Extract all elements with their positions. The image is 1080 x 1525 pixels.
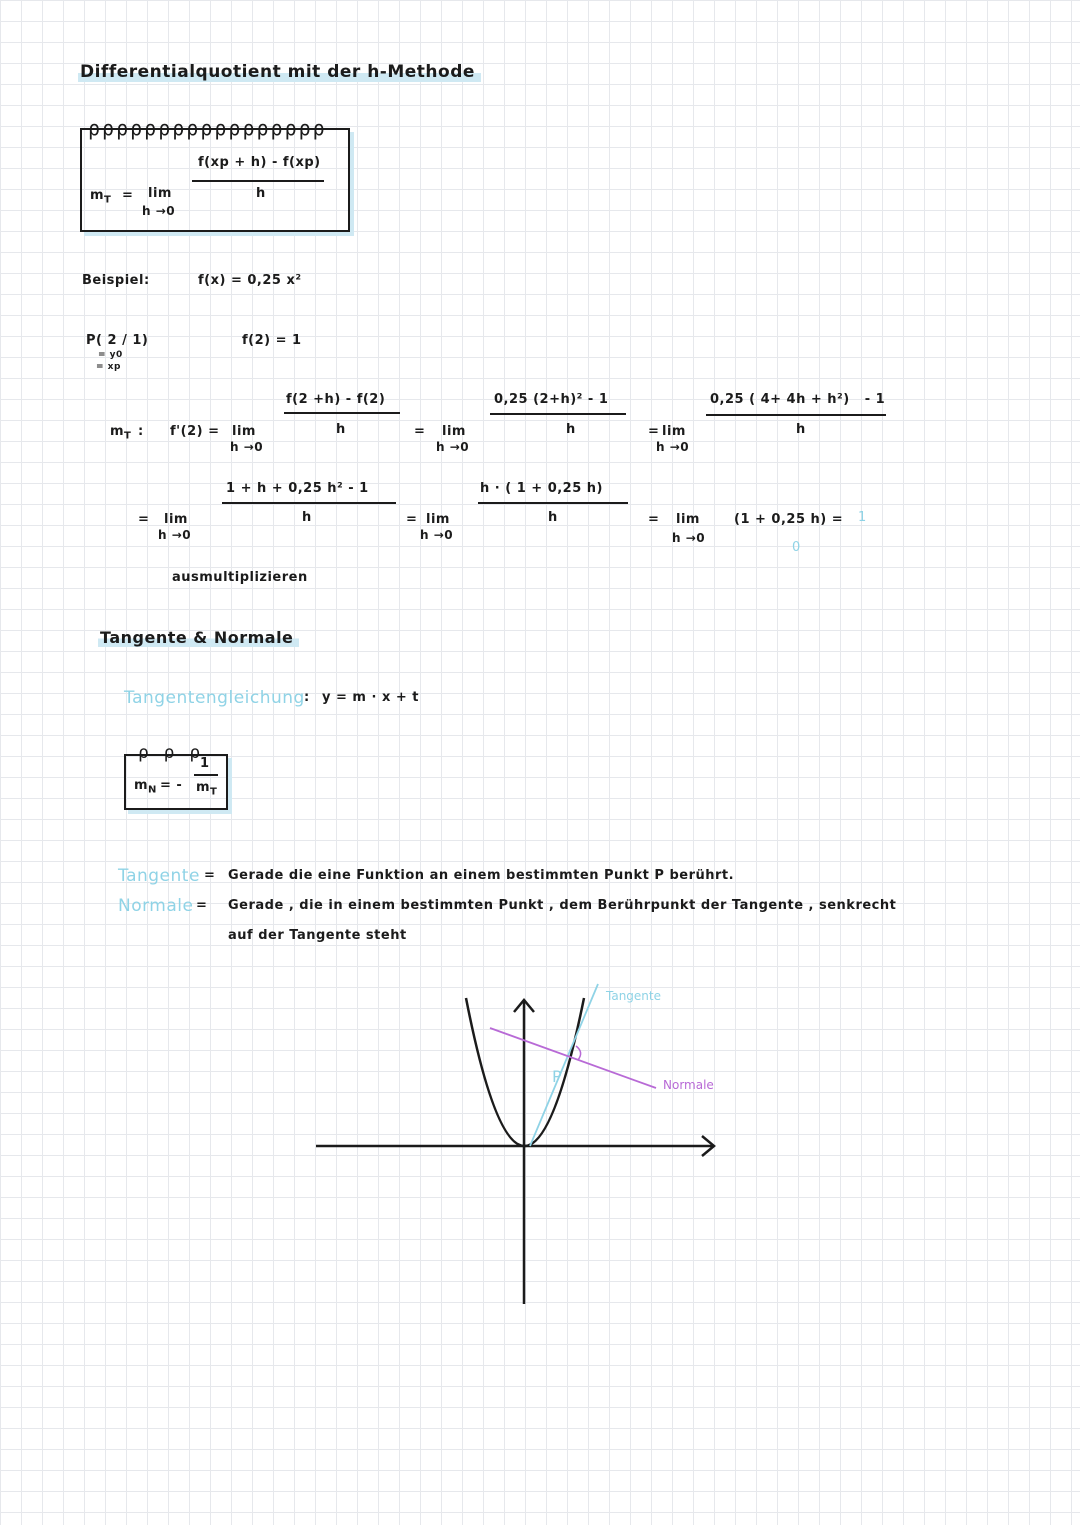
definition-lhs: $m_T$: [90, 188, 112, 206]
final-value: 1: [858, 510, 867, 525]
normal-line: [490, 1028, 656, 1088]
tangente-term: Tangente: [118, 866, 200, 886]
derivation-lhs: $m_T$: [110, 424, 132, 442]
lim-4-sub: h →0: [158, 528, 192, 542]
tangent-equation-label: Tangentengleichung: [124, 688, 305, 708]
tangente-eq: =: [204, 868, 216, 883]
equals-6: =: [648, 512, 660, 527]
normal-slope-den: $m_T$: [196, 780, 218, 798]
denominator-5: h: [548, 510, 558, 525]
normale-eq: =: [196, 898, 208, 913]
lim-3: lim: [662, 424, 686, 439]
denominator-1: h: [336, 422, 346, 437]
lim-1-sub: h →0: [230, 440, 264, 454]
equals-4: =: [138, 512, 150, 527]
section-title: Tangente & Normale: [98, 628, 299, 647]
point-note-y: = y0: [98, 350, 123, 360]
numerator-2: 0,25 (2+h)² - 1: [494, 392, 609, 407]
derivation-fprime: f'(2) =: [170, 424, 220, 439]
numerator-5: h · ( 1 + 0,25 h): [480, 481, 603, 496]
example-function: f(x) = 0,25 x²: [198, 273, 302, 288]
denominator-2: h: [566, 422, 576, 437]
lim-6-sub: h →0: [672, 531, 706, 545]
lim-5-sub: h →0: [420, 528, 454, 542]
tangent-line: [530, 984, 598, 1146]
example-label: Beispiel:: [82, 273, 150, 288]
derivation-colon: :: [138, 424, 144, 439]
page-title: Differentialquotient mit der h-Methode: [78, 62, 481, 82]
definition-numerator: f(xp + h) - f(xp): [198, 155, 321, 170]
tangent-equation-colon: :: [304, 690, 310, 705]
definition-lim: lim: [148, 186, 172, 201]
equals-3: =: [648, 424, 660, 439]
lim-4: lim: [164, 512, 188, 527]
normal-slope-lhs: $m_N$: [134, 778, 157, 796]
numerator-1: f(2 +h) - f(2): [286, 392, 386, 407]
numerator-4: 1 + h + 0,25 h² - 1: [226, 481, 369, 496]
lim-2: lim: [442, 424, 466, 439]
final-zero: 0: [792, 540, 801, 555]
numerator-3: 0,25 ( 4+ 4h + h²) - 1: [710, 392, 886, 407]
normale-term: Normale: [118, 896, 194, 916]
lim-6: lim: [676, 512, 700, 527]
equals-2: =: [414, 424, 426, 439]
definition-lim-sub: h →0: [142, 204, 176, 218]
ausmultiplizieren-note: ausmultiplizieren: [172, 570, 308, 585]
tangent-equation: y = m · x + t: [322, 690, 419, 705]
example-f-value: f(2) = 1: [242, 333, 302, 348]
right-angle-mark: [576, 1046, 581, 1060]
normal-label: Normale: [663, 1078, 714, 1092]
normale-definition-line2: auf der Tangente steht: [228, 928, 407, 943]
lim-5: lim: [426, 512, 450, 527]
definition-denominator: h: [256, 186, 266, 201]
denominator-3: h: [796, 422, 806, 437]
normal-slope-eq: = -: [160, 778, 183, 793]
lim-3-sub: h →0: [656, 440, 690, 454]
tangente-definition: Gerade die eine Funktion an einem bestimmten Punkt P berührt.: [228, 868, 735, 883]
point-note-x: = xp: [96, 362, 121, 372]
definition-equals: =: [122, 188, 134, 203]
example-point: P( 2 / 1): [86, 333, 149, 348]
equals-5: =: [406, 512, 418, 527]
normal-slope-num: 1: [200, 756, 210, 771]
denominator-4: h: [302, 510, 312, 525]
normal-box-spiral: ρ ρ ρ: [138, 742, 203, 763]
normale-definition-line1: Gerade , die in einem bestimmten Punkt , dem Berührpunkt der Tangente , senkrecht: [228, 898, 897, 913]
spiral-binding: ρρρρρρρρρρρρρρρρρ: [88, 116, 327, 140]
lim-1: lim: [232, 424, 256, 439]
lim-2-sub: h →0: [436, 440, 470, 454]
tangent-label: Tangente: [606, 989, 661, 1003]
final-expression: (1 + 0,25 h) =: [734, 512, 844, 527]
point-label: P: [552, 1067, 562, 1086]
